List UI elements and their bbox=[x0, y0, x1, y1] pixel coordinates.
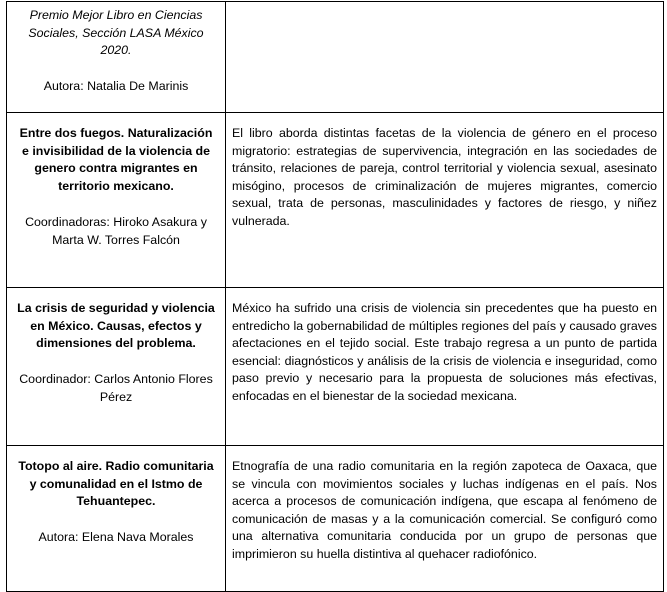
book-info-cell bbox=[7, 2, 226, 113]
books-table bbox=[6, 1, 664, 592]
book-description: México ha sufrido una crisis de violencia sin precedentes que ha puesto en entredicho la gobernabilidad de múltiples regiones del país y causado graves afectaciones en el tejido social. Este trabajo regresa a un punto de partida esencial: diagnósticos y análisis de la crisis de violencia e inseguridad, como paso previo y necesario para la propuesta de soluciones más efectivas, enfocadas en el bienestar de la sociedad mexicana. bbox=[232, 301, 657, 403]
book-title: La crisis de seguridad y violencia en México. Causas, efectos y dimensiones del problema. bbox=[17, 301, 215, 350]
table-row bbox=[7, 113, 664, 288]
book-credit: Coordinadoras: Hiroko Asakura y Marta W. Torres Falcón bbox=[25, 214, 207, 247]
book-description-cell bbox=[226, 446, 664, 592]
book-credit: Autora: Natalia De Marinis bbox=[43, 79, 189, 93]
book-title: Entre dos fuegos. Naturalización e invisibilidad de la violencia de genero contra migrantes en territorio mexicano. bbox=[19, 126, 213, 193]
table-row bbox=[7, 446, 664, 592]
book-title: Totopo al aire. Radio comunitaria y comunalidad en el Istmo de Tehuantepec. bbox=[18, 459, 214, 508]
book-info-cell bbox=[7, 113, 226, 288]
book-description: Etnografía de una radio comunitaria en la región zapoteca de Oaxaca, que se vincula con movimientos sociales y luchas indígenas en el país. Nos acerca a procesos de comunicación indígena, que escapa al fenómeno de comunicación de masas y a la comunicación comercial. Se configuró como una alternativa comunitaria conducida por un grupo de personas que imprimieron su huella distintiva al quehacer radiofónico. bbox=[232, 459, 657, 561]
award-text: Premio Mejor Libro en Ciencias Sociales, Sección LASA México 2020. bbox=[28, 8, 204, 57]
book-info-cell bbox=[7, 446, 226, 592]
book-info-cell bbox=[7, 288, 226, 446]
book-description-cell bbox=[226, 2, 664, 113]
book-credit: Autora: Elena Nava Morales bbox=[38, 530, 194, 544]
table-row bbox=[7, 2, 664, 113]
book-description bbox=[226, 2, 663, 10]
table-row bbox=[7, 288, 664, 446]
book-credit: Coordinador: Carlos Antonio Flores Pérez bbox=[19, 372, 213, 404]
book-description-cell bbox=[226, 288, 664, 446]
book-description-cell bbox=[226, 113, 664, 288]
book-description: El libro aborda distintas facetas de la violencia de género en el proceso migratorio: estrategias de supervivencia, integración en las sociedades de tránsito, relaciones de pareja, control territorial y violencia sexual, asesinato misógino, procesos de criminalización de mujeres migrantes, comercio sexual, trata de personas, masculinidades y factores de riesgo, y niñez vulnerada. bbox=[232, 126, 657, 228]
